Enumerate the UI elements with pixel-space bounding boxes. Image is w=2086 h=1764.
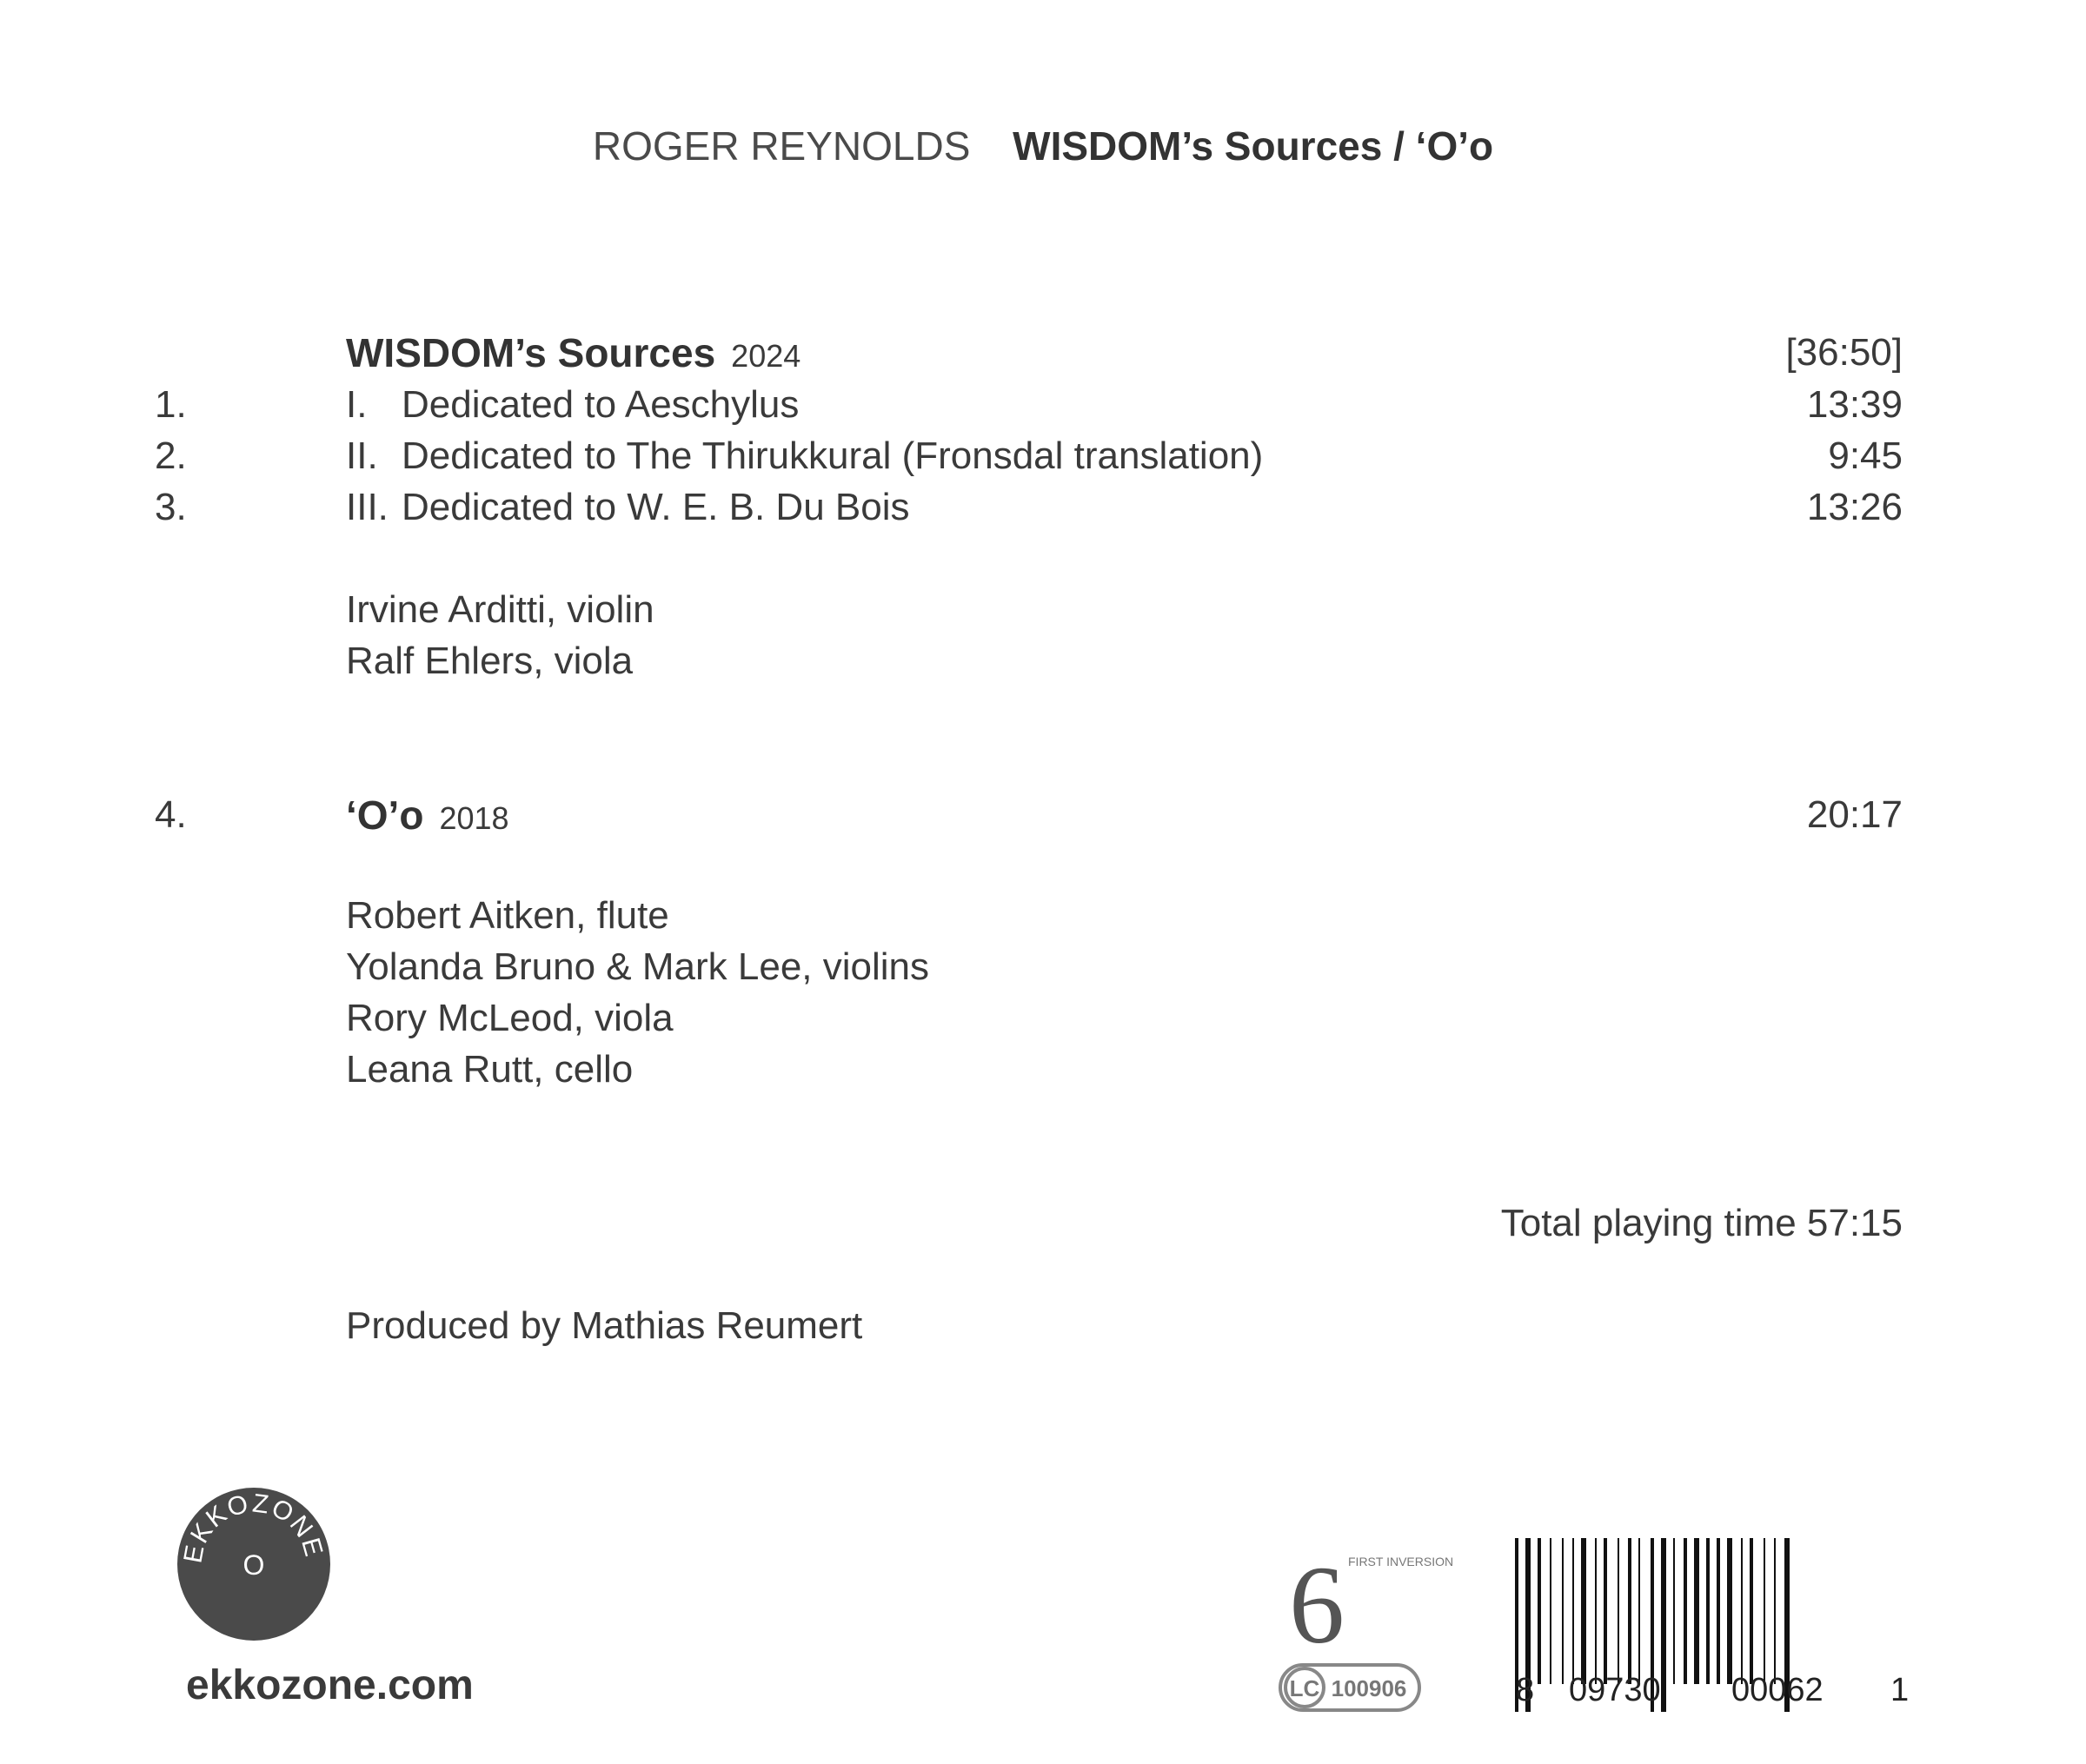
track-number: 3. xyxy=(155,486,187,528)
track-title: Dedicated to W. E. B. Du Bois xyxy=(402,486,910,528)
lc-prefix: LC xyxy=(1289,1675,1320,1701)
first-inversion-logo xyxy=(1273,1538,1454,1712)
barcode-bar xyxy=(1581,1538,1586,1684)
track-duration: 13:39 xyxy=(1806,383,1903,426)
movement-numeral: III. xyxy=(346,486,389,528)
lc-number: 100906 xyxy=(1331,1675,1407,1701)
track-duration: 9:45 xyxy=(1828,434,1903,477)
movement-numeral: II. xyxy=(346,434,378,477)
barcode-bar xyxy=(1717,1538,1720,1684)
work-duration: [36:50] xyxy=(1785,331,1903,374)
barcode-bar xyxy=(1774,1538,1776,1684)
work-heading xyxy=(346,328,801,381)
distributor-name: FIRST INVERSION xyxy=(1348,1555,1454,1568)
barcode-bar xyxy=(1618,1538,1619,1684)
barcode-bar xyxy=(1684,1538,1687,1684)
performer: Rory McLeod, viola xyxy=(346,997,674,1039)
barcode-bar xyxy=(1538,1538,1541,1684)
work-year: 2024 xyxy=(731,338,801,374)
track-title: Dedicated to Aeschylus xyxy=(402,383,800,426)
barcode-bar xyxy=(1706,1538,1710,1684)
performer: Irvine Arditti, violin xyxy=(346,588,654,631)
barcode-bar xyxy=(1604,1538,1607,1684)
logo-text: EKKOZONE xyxy=(178,1489,329,1566)
ekkozone-logo xyxy=(177,1488,330,1641)
barcode-digit-first: 8 xyxy=(1516,1672,1535,1708)
work-year: 2018 xyxy=(439,800,509,836)
barcode-bar xyxy=(1750,1538,1753,1684)
work-heading xyxy=(346,791,509,843)
barcode-bar xyxy=(1764,1538,1765,1684)
barcode-bar xyxy=(1572,1538,1574,1684)
barcode-bar xyxy=(1628,1538,1631,1684)
track-number: 4. xyxy=(155,793,187,836)
album-header xyxy=(0,122,2086,170)
album-title: WISDOM’s Sources / ‘O’o xyxy=(1013,123,1494,169)
barcode-bar xyxy=(1673,1538,1675,1684)
track-number: 1. xyxy=(155,383,187,426)
performer: Leana Rutt, cello xyxy=(346,1048,634,1091)
logo-symbol: O xyxy=(242,1549,265,1581)
barcode-bar xyxy=(1727,1538,1732,1684)
logo-numeral: 6 xyxy=(1289,1543,1345,1667)
performer: Yolanda Bruno & Mark Lee, violins xyxy=(346,945,929,988)
track-row xyxy=(346,381,799,429)
label-url[interactable]: ekkozone.com xyxy=(186,1662,474,1708)
work-title: WISDOM’s Sources xyxy=(346,330,716,375)
barcode-bar xyxy=(1638,1538,1640,1684)
barcode-bar xyxy=(1562,1538,1564,1684)
track-number: 2. xyxy=(155,434,187,477)
barcode-digits-right: 00062 xyxy=(1731,1672,1824,1708)
work-title: ‘O’o xyxy=(346,792,424,838)
barcode-bar xyxy=(1595,1538,1597,1684)
barcode-bar xyxy=(1694,1538,1699,1684)
track-row xyxy=(346,483,909,532)
track-duration: 13:26 xyxy=(1806,486,1903,528)
total-playing-time: Total playing time 57:15 xyxy=(1500,1202,1903,1244)
barcode-digits-left: 09730 xyxy=(1569,1672,1661,1708)
track-title: Dedicated to The Thirukkural (Fronsdal translation) xyxy=(402,434,1264,477)
composer-name: ROGER REYNOLDS xyxy=(592,123,971,169)
track-duration: 20:17 xyxy=(1806,793,1903,836)
barcode-bar xyxy=(1741,1538,1743,1684)
barcode-digit-last: 1 xyxy=(1890,1672,1910,1708)
performer: Robert Aitken, flute xyxy=(346,894,669,937)
track-row xyxy=(346,432,1263,481)
performer: Ralf Ehlers, viola xyxy=(346,640,634,682)
barcode-bar xyxy=(1661,1538,1666,1712)
movement-numeral: I. xyxy=(346,383,368,426)
barcode-bar xyxy=(1550,1538,1551,1684)
barcode xyxy=(1508,1538,1908,1712)
producer-credit: Produced by Mathias Reumert xyxy=(346,1304,863,1347)
